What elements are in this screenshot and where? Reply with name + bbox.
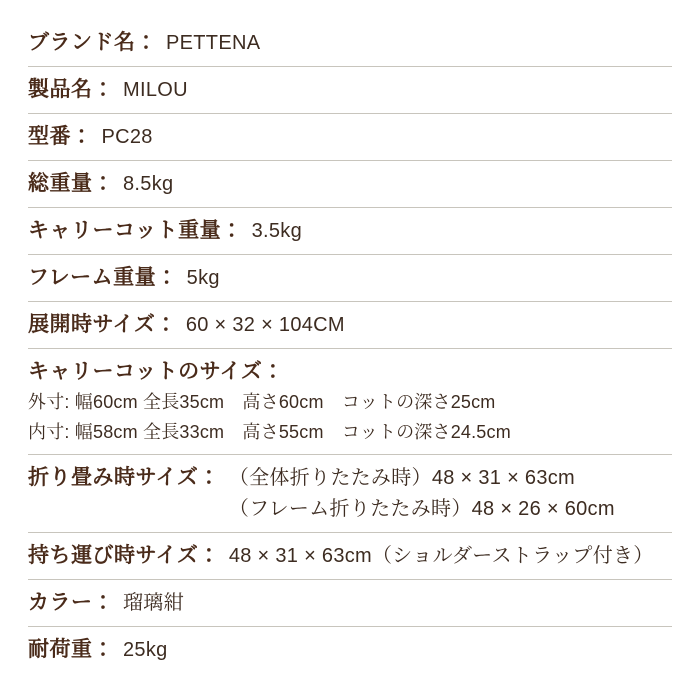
spec-row-cot-size [28, 349, 672, 455]
carry-size-label: 持ち運び時サイズ： [28, 544, 220, 567]
spec-row-model [28, 114, 672, 161]
spec-row-color [28, 580, 672, 627]
color-value: 瑠璃紺 [123, 592, 184, 614]
load-capacity-value: 25kg [123, 639, 168, 661]
color-label: カラー： [28, 591, 114, 614]
open-size-label: 展開時サイズ： [28, 313, 177, 336]
folded-size-line1: （全体折りたたみ時）48 × 31 × 63cm [228, 467, 576, 489]
spec-row-product [28, 67, 672, 114]
folded-size-line2: （フレーム折りたたみ時）48 × 26 × 60cm [228, 498, 615, 520]
total-weight-value: 8.5kg [123, 173, 174, 195]
spec-row-open-size [28, 302, 672, 349]
total-weight-label: 総重量： [28, 172, 114, 195]
spec-row-carry-size [28, 533, 672, 580]
spec-row-folded-size [28, 455, 672, 533]
load-capacity-label: 耐荷重： [28, 638, 114, 661]
product-value: MILOU [123, 79, 188, 101]
spec-row-cot-weight [28, 208, 672, 255]
carry-size-value: 48 × 31 × 63cm（ショルダーストラップ付き） [228, 545, 654, 567]
spec-row-brand [28, 20, 672, 67]
brand-value: PETTENA [166, 32, 261, 54]
cot-weight-value: 3.5kg [251, 220, 303, 242]
open-size-value: 60 × 32 × 104CM [185, 314, 345, 336]
cot-size-label: キャリーコットのサイズ： [28, 360, 284, 383]
folded-size-values [229, 465, 615, 522]
product-label: 製品名： [28, 78, 114, 101]
cot-weight-label: キャリーコット重量： [28, 219, 243, 242]
model-label: 型番： [28, 125, 93, 148]
frame-weight-value: 5kg [186, 267, 220, 289]
brand-label: ブランド名： [28, 31, 157, 54]
spec-row-total-weight [28, 161, 672, 208]
cot-size-outer: 外寸: 幅60cm 全長35cm 高さ60cm コットの深さ25cm [28, 392, 496, 412]
frame-weight-label: フレーム重量： [28, 266, 178, 289]
cot-size-inner: 内寸: 幅58cm 全長33cm 高さ55cm コットの深さ24.5cm [28, 422, 511, 442]
spec-row-frame-weight [28, 255, 672, 302]
folded-size-label: 折り畳み時サイズ： [28, 466, 220, 489]
spec-row-load-capacity [28, 627, 672, 673]
model-value: PC28 [101, 126, 153, 148]
